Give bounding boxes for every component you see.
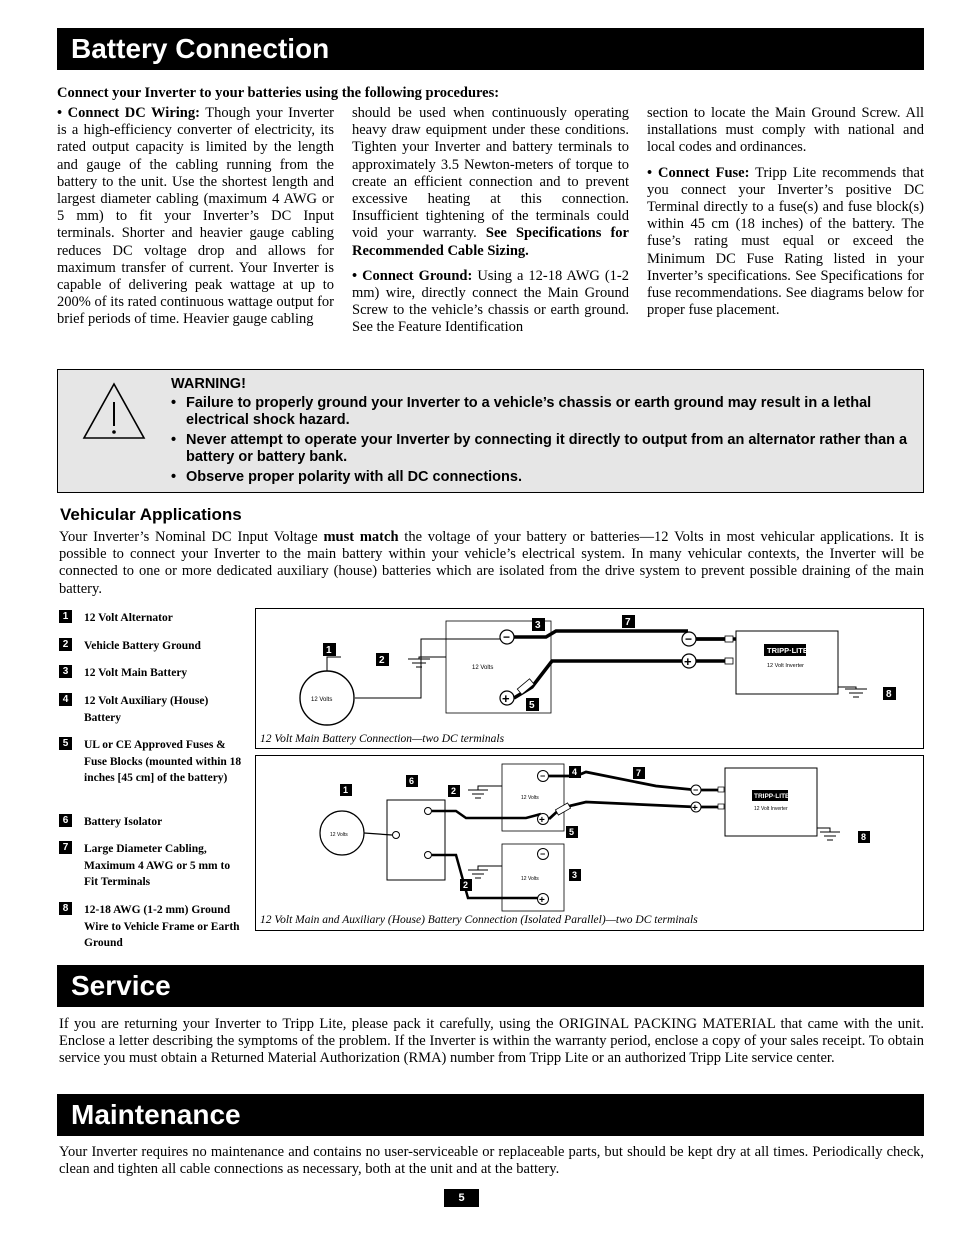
section-header-service [57, 965, 924, 1007]
alternator-label: 12 Volts [330, 832, 348, 838]
svg-text:−: − [540, 771, 546, 781]
legend-number: 7 [59, 841, 72, 854]
fuse-icon [555, 803, 570, 815]
intro-text: Connect your Inverter to your batteries using the following procedures: [57, 85, 500, 101]
wiring-diagram-1 [256, 609, 923, 748]
warning-box [57, 369, 924, 493]
legend-number: 1 [59, 610, 72, 623]
section-header-maintenance [57, 1094, 924, 1136]
alternator-label: 12 Volts [311, 697, 333, 703]
legend-item [59, 665, 244, 682]
legend-item [59, 610, 244, 627]
svg-text:8: 8 [886, 689, 892, 700]
tripp-lite-logo: TRIPP·LITE [754, 793, 790, 800]
vehicular-paragraph [59, 529, 924, 598]
legend-label: 12-18 AWG (1-2 mm) Ground Wire to Vehicle Frame or Earth Ground [84, 904, 240, 949]
positive-cable [514, 661, 688, 698]
svg-text:3: 3 [535, 620, 541, 631]
section-header-battery-connection [57, 28, 924, 70]
paragraph-bold: See Specifications for Recommended Cable Sizing. [352, 225, 629, 259]
text-column-1 [57, 105, 334, 337]
svg-text:+: + [684, 654, 692, 669]
svg-text:4: 4 [572, 767, 578, 777]
maintenance-paragraph: Your Inverter requires no maintenance and contains no user-serviceable or replaceable parts, but should be kept dry at all times. Periodically check, clean and tighten all cable connections as necessary, both at the unit and at the battery. [59, 1144, 924, 1178]
legend-item [59, 737, 244, 787]
legend-label: UL or CE Approved Fuses & Fuse Blocks (mounted within 18 inches [45 cm] of the battery) [84, 739, 242, 784]
warning-item: • Failure to properly ground your Inverter to a vehicle’s chassis or earth ground may result in a lethal electrical shock hazard. [171, 395, 911, 429]
bullet-lead: • Connect Fuse: [647, 164, 750, 181]
inverter-label: 12 Volt Inverter [754, 806, 788, 812]
text-column-3 [647, 105, 924, 327]
section-title: Service [71, 970, 171, 1001]
legend-item [59, 814, 244, 831]
section-title: Maintenance [71, 1099, 241, 1130]
legend-item [59, 638, 244, 655]
wiring-diagram-2 [256, 756, 923, 930]
legend-number: 6 [59, 814, 72, 827]
svg-text:2: 2 [463, 880, 469, 890]
svg-text:3: 3 [572, 870, 578, 880]
svg-text:6: 6 [409, 776, 415, 786]
paragraph-text: should be used when continuously operating heavy draw equipment under these conditions. Tighten your Inverter and battery terminals to approximately 3.5 Newton-meters of torque to create an efficient connection and to prevent excessive heating at this connection. Insufficient tightening of the terminals could void your warranty. [352, 105, 629, 242]
warning-title: WARNING! [171, 376, 246, 392]
legend-number: 8 [59, 902, 72, 915]
legend-number: 2 [59, 638, 72, 651]
bullet-lead: • Connect DC Wiring: [57, 105, 200, 121]
legend-number: 5 [59, 737, 72, 750]
battery-label: 12 Volts [472, 665, 494, 671]
warning-triangle-icon [78, 380, 148, 444]
legend-label: 12 Volt Main Battery [84, 667, 188, 679]
warning-text [171, 376, 911, 489]
legend-label: Battery Isolator [84, 816, 163, 828]
svg-text:2: 2 [379, 655, 385, 666]
paragraph-text: section to locate the Main Ground Screw. All installations must comply with national and local codes and ordinances. [647, 105, 924, 156]
legend-item [59, 841, 244, 891]
svg-text:−: − [693, 785, 699, 795]
main-battery-label: 12 Volts [521, 795, 539, 801]
svg-text:−: − [540, 849, 546, 859]
svg-text:+: + [692, 803, 698, 814]
svg-text:7: 7 [636, 768, 642, 778]
svg-text:1: 1 [326, 645, 332, 656]
text-column-2 [352, 105, 629, 345]
auxiliary-battery-label: 12 Volts [521, 876, 539, 882]
bullet-text: Using a 12-18 AWG (1-2 mm) wire, directly connect the Main Ground Screw to the vehicle’s chassis or earth ground. See the Feature Identification [352, 267, 629, 336]
svg-text:+: + [539, 815, 545, 826]
svg-text:+: + [539, 895, 545, 906]
vehicular-text-b: the voltage of your battery or batteries—12 Volts in most vehicular applications. It is possible to connect your Inverter to the main battery within your vehicle’s electrical system. In many vehicular contexts, the Inverter will be connected to one or more dedicated auxiliary (house) batteries which are isolated from the drive system to prevent possible draining of the main battery. [59, 529, 924, 597]
inverter-icon [725, 768, 817, 836]
svg-text:8: 8 [861, 832, 867, 842]
legend-label: Vehicle Battery Ground [84, 640, 201, 652]
diagram-caption: 12 Volt Main and Auxiliary (House) Battery Connection (Isolated Parallel)—two DC terminals [260, 914, 698, 926]
svg-text:−: − [685, 632, 693, 646]
vehicular-text-bold: must match [323, 529, 399, 545]
diagram-main-battery [255, 608, 924, 749]
tripp-lite-logo: TRIPP·LITE [767, 646, 808, 655]
negative-cable [514, 631, 688, 637]
warning-item: • Observe proper polarity with all DC connections. [171, 469, 911, 486]
warning-item: • Never attempt to operate your Inverter by connecting it directly to output from an alternator rather than a battery or battery bank. [171, 432, 911, 466]
service-paragraph: If you are returning your Inverter to Tripp Lite, please pack it carefully, using the ORIGINAL PACKING MATERIAL that came with the unit. Enclose a letter describing the symptoms of the problem. If the Inverter is within the warranty period, enclose a copy of your sales receipt. To obtain service you must obtain a Returned Material Authorization (RMA) number from Tripp Lite or an authorized Tripp Lite service center. [59, 1016, 924, 1067]
vehicular-applications-heading: Vehicular Applications [60, 505, 242, 524]
bullet-text: Tripp Lite recommends that you connect your Inverter’s positive DC Terminal directly to a fuse(s) and fuse block(s) within 45 cm (18 inches) of the battery. The fuse’s rating must equal or exceed the Minimum DC Fuse Rating listed in your Inverter’s specifications. See Specifications for fuse recommendations. See diagrams below for proper fuse placement. [647, 164, 924, 319]
svg-text:5: 5 [529, 700, 535, 711]
legend-label: 12 Volt Alternator [84, 612, 173, 624]
legend-label: 12 Volt Auxiliary (House) Battery [84, 695, 209, 724]
warning-list [171, 395, 911, 486]
bullet-lead: • Connect Ground: [352, 267, 473, 284]
svg-text:7: 7 [625, 617, 631, 628]
diagram-isolated-parallel [255, 755, 924, 931]
page-number: 5 [444, 1189, 479, 1207]
legend-label: Large Diameter Cabling, Maximum 4 AWG or 5 mm to Fit Terminals [84, 843, 231, 888]
legend-item [59, 693, 244, 726]
section-title: Battery Connection [71, 33, 330, 64]
svg-text:2: 2 [451, 786, 457, 796]
vehicular-text-a: Your Inverter’s Nominal DC Input Voltage [59, 529, 324, 545]
inverter-label: 12 Volt Inverter [767, 663, 804, 669]
diagram-caption: 12 Volt Main Battery Connection—two DC terminals [260, 733, 505, 745]
legend-number: 4 [59, 693, 72, 706]
legend-item [59, 902, 244, 952]
bullet-text: Though your Inverter is a high-efficiency converter of electricity, its rated output capacity is limited by the length and gauge of the cabling running from the battery to the unit. Use the shortest length and largest diameter cabling (maximum 4 AWG or 5 mm) to fit your Inverter’s DC Input terminals. Shorter and heavier gauge cabling reduces DC voltage drop and allows for maximum transfer of current. Your Inverter is capable of delivering peak wattage at up to 200% of its rated continuous wattage output for brief periods of time. Heavier gauge cabling [57, 105, 334, 328]
svg-text:5: 5 [569, 827, 575, 837]
legend-number: 3 [59, 665, 72, 678]
svg-text:−: − [503, 630, 511, 644]
svg-text:+: + [502, 691, 510, 706]
svg-text:1: 1 [343, 785, 349, 795]
